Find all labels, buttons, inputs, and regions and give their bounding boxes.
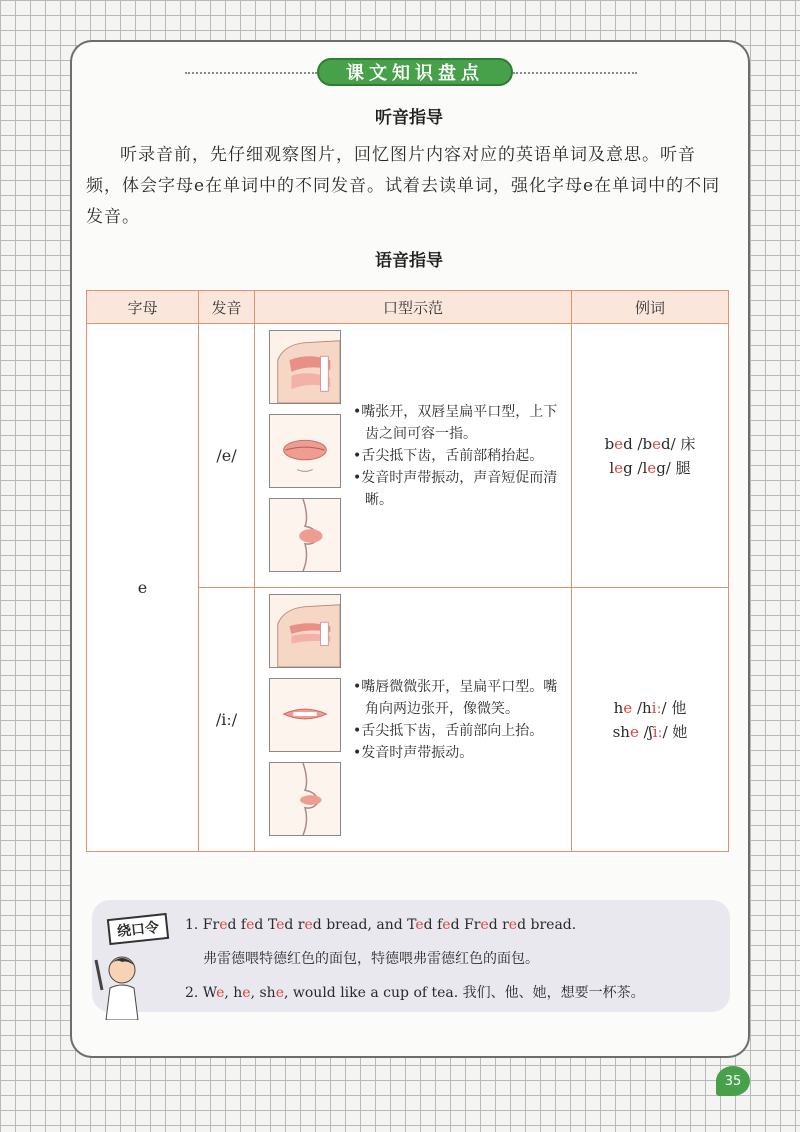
section-banner: 课文知识盘点: [317, 58, 513, 86]
header-examples: 例词: [572, 291, 729, 324]
example-word: leg /leg/ 腿: [609, 458, 691, 477]
mouth-demo-cell: [255, 588, 572, 852]
mouth-images: [269, 594, 343, 846]
example-word: bed /bed/ 床: [604, 434, 696, 453]
tongue-twister-line-1: 1. Fred fed Ted red bread, and Ted fed Fred red bread.: [185, 917, 577, 933]
note-item: •嘴唇微微张开，呈扁平口型。嘴角向两边张开，像微笑。: [353, 678, 558, 717]
mouth-demo-cell: [255, 324, 572, 588]
example-word: he /hiː/ 他: [613, 698, 687, 717]
listening-title: 听音指导: [372, 103, 446, 128]
section-header: [115, 58, 715, 86]
header-letter: 字母: [87, 291, 199, 324]
pronunciation-notes: [353, 324, 563, 587]
mouth-images: [269, 330, 343, 582]
example-word: she /ʃiː/ 她: [612, 722, 688, 741]
letter-cell: e: [87, 324, 199, 852]
header-sound: 发音: [199, 291, 255, 324]
mouth-front-image: [269, 414, 341, 488]
table-header-row: [87, 291, 729, 324]
listening-paragraph: 听录音前，先仔细观察图片，回忆图片内容对应的英语单词及意思。听音频，体会字母e在单词中的不同发音。试着去读单词，强化字母e在单词中的不同发音。: [86, 145, 721, 227]
note-item: •发音时声带振动，声音短促而清晰。: [353, 469, 558, 508]
note-item: •舌尖抵下齿，舌前部向上抬。: [353, 722, 544, 739]
mouth-side-image: [269, 498, 341, 572]
sound-cell: /e/: [199, 324, 255, 588]
note-item: •舌尖抵下齿，舌前部稍抬起。: [353, 447, 544, 464]
header-mouth-demo: 口型示范: [255, 291, 572, 324]
divider-right: [513, 72, 637, 74]
pronunciation-notes: [353, 588, 563, 851]
note-item: •嘴张开，双唇呈扁平口型，上下齿之间可容一指。: [353, 403, 558, 442]
mouth-front-image: [269, 678, 341, 752]
note-item: •发音时声带振动。: [353, 744, 474, 761]
boy-illustration: [92, 940, 150, 1020]
examples-cell: [572, 588, 729, 852]
mouth-side-profile-image: [269, 330, 341, 404]
examples-cell: [572, 324, 729, 588]
tongue-twister-line-1-translation: 弗雷德喂特德红色的面包，特德喂弗雷德红色的面包。: [203, 951, 539, 967]
mouth-side-image: [269, 762, 341, 836]
sound-cell: /iː/: [199, 588, 255, 852]
phonics-table: [86, 290, 729, 852]
tongue-twister-sign: 绕口令: [107, 913, 169, 945]
table-row: [87, 324, 729, 588]
mouth-side-profile-image: [269, 594, 341, 668]
divider-left: [185, 72, 317, 74]
phonics-title: 语音指导: [372, 246, 446, 271]
tongue-twister-line-2: 2. We, he, she, would like a cup of tea. 我们、他、她，想要一杯茶。: [185, 985, 645, 1001]
page-number: 35: [716, 1066, 750, 1096]
